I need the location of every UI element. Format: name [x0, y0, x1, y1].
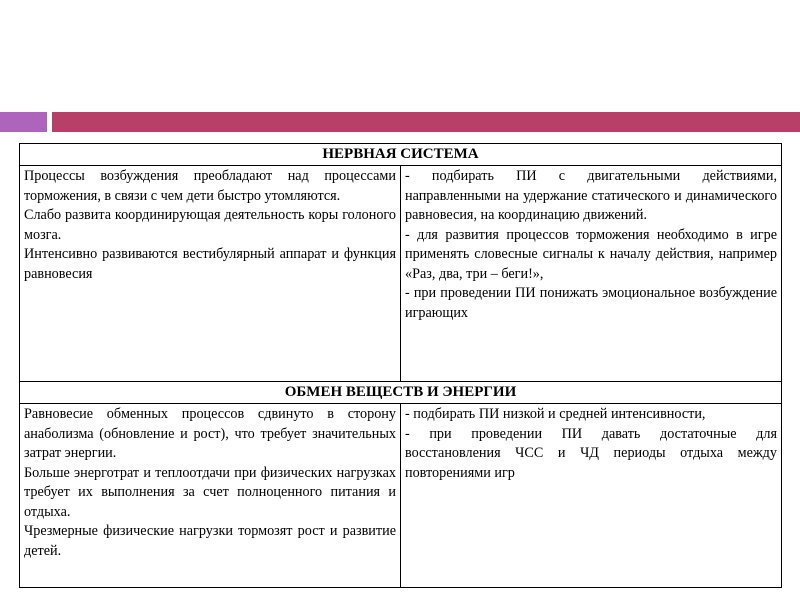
section-body-row	[20, 404, 782, 588]
feature-text: Интенсивно развиваются вестибулярный аппарат и функция равновесия	[24, 246, 396, 282]
feature-text: Процессы возбуждения преобладают над процессами торможения, в связи с чем дети быстро утомляются.	[24, 168, 396, 204]
feature-text: Больше энерготрат и теплоотдачи при физических нагрузках требует их выполнения за счет полноценного питания и отдыха.	[24, 464, 396, 520]
recommendation-text: - подбирать ПИ низкой и средней интенсивности,	[405, 406, 706, 422]
recommendation-text: - подбирать ПИ с двигательными действиями, направленными на удержание статического и динамического равновесия, на координацию движений.	[405, 168, 777, 223]
recommendation-text: - для развития процессов торможения необходимо в игре применять словесные сигналы к началу действия, например «Раз, два, три – беги!»,	[405, 226, 777, 282]
feature-text: Слабо развита координирующая деятельность коры голоного мозга.	[24, 207, 396, 243]
recommendation-text: - при проведении ПИ давать достаточные для восстановления ЧСС и ЧД периоды отдыха между повторениями игр	[405, 425, 777, 481]
recommendation-text: - при проведении ПИ понижать эмоциональное возбуждение играющих	[405, 285, 777, 321]
feature-text: Равновесие обменных процессов сдвинуто в сторону анаболизма (обновление и рост), что требует значительных затрат энергии.	[24, 406, 396, 461]
section-header-row	[20, 382, 782, 404]
accent-bar-left	[0, 112, 47, 132]
section-header-row	[20, 144, 782, 166]
recommendations-cell	[401, 404, 782, 588]
features-cell	[20, 404, 401, 588]
features-cell	[20, 166, 401, 382]
section-title-nervous-system: НЕРВНАЯ СИСТЕМА	[20, 144, 782, 166]
accent-bar-right	[52, 112, 800, 132]
content-table	[19, 143, 782, 588]
recommendations-cell	[401, 166, 782, 382]
section-title-metabolism: ОБМЕН ВЕЩЕСТВ И ЭНЕРГИИ	[20, 382, 782, 404]
content-table-container	[19, 143, 782, 588]
feature-text: Чрезмерные физические нагрузки тормозят рост и развитие детей.	[24, 523, 396, 559]
section-body-row	[20, 166, 782, 382]
